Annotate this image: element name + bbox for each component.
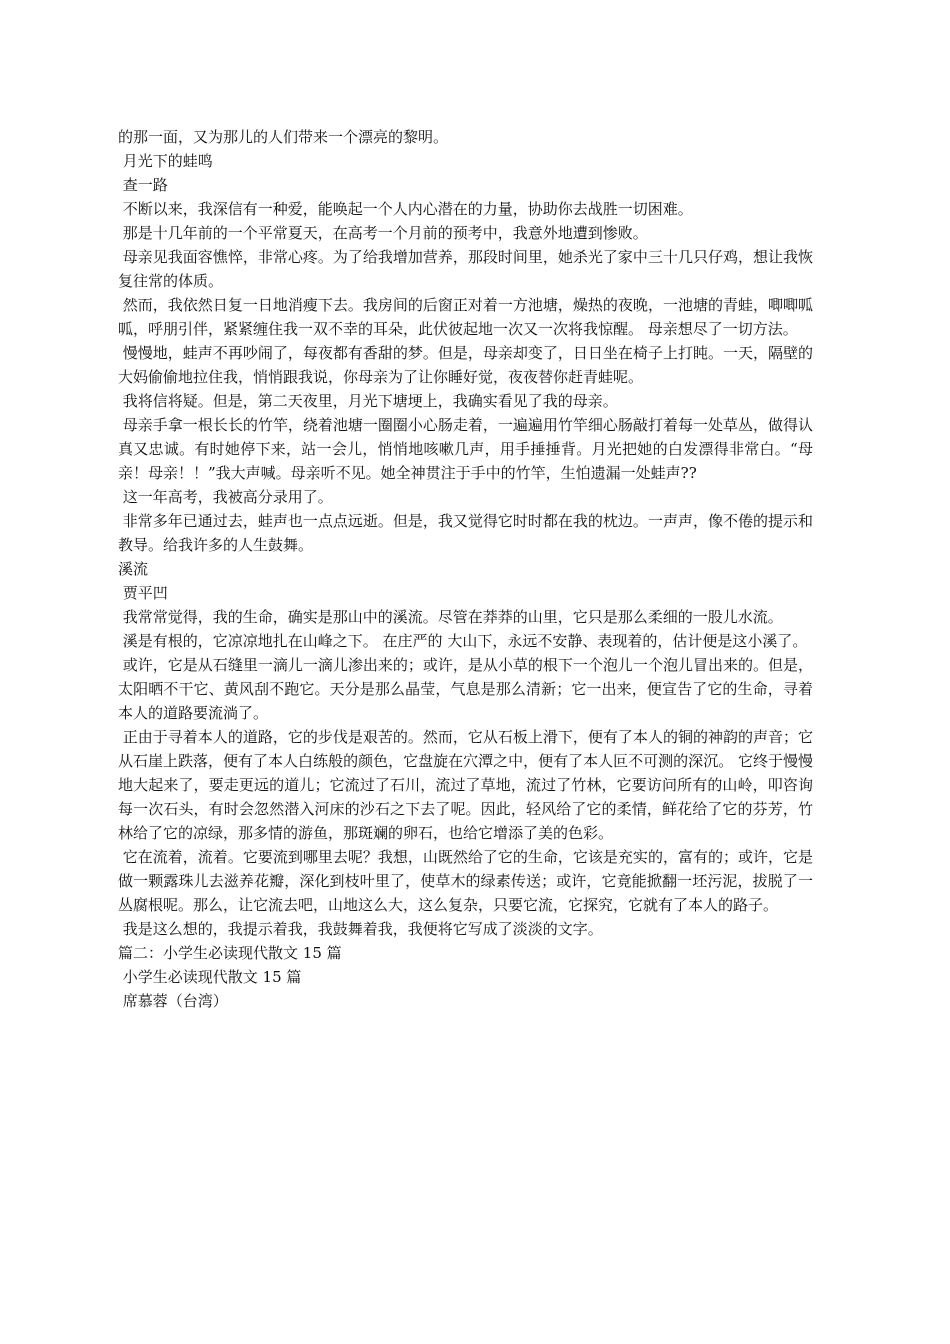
essay-author-xi-murong: 席慕蓉（台湾） — [118, 992, 228, 1010]
paragraph: 我将信将疑。但是，第二天夜里，月光下塘埂上，我确实看见了我的母亲。 — [118, 392, 618, 410]
paragraph: 我常常觉得，我的生命，确实是那山中的溪流。尽管在莽莽的山里，它只是那么柔细的一股儿水流。 — [118, 608, 783, 626]
essay-author-jia-pingwa: 贾平凹 — [118, 584, 168, 602]
document-body — [118, 125, 813, 1013]
paragraph: 正由于寻着本人的道路，它的步伐是艰苦的。然而，它从石板上滑下，便有了本人的铜的神韵的声音；它从石崖上跌落，便有了本人白练般的颜色，它盘旋在穴潭之中，便有了本人叵不可测的深沉。 它终于慢慢地大起来了，要走更远的道儿；它流过了石川，流过了草地，流过了竹林，它要访问所有的山岭，叩咨询每一次石头，有时会忽然潜入河床的沙石之下去了呢。因此，轻风给了它的柔情，鲜花给了它的芬芳，竹林给了它的凉绿，那多情的游鱼，那斑斓的卵石，也给它增添了美的色彩。 — [118, 728, 813, 842]
paragraph: 它在流着，流着。它要流到哪里去呢？我想，山既然给了它的生命，它该是充实的，富有的；或许，它是做一颗露珠儿去滋养花瓣，深化到枝叶里了，使草木的绿素传送；或许，它竟能掀翻一坯污泥，拔脱了一丛腐根呢。那么，让它流去吧，山地这么大，这么复杂，只要它流，它探究，它就有了本人的路子。 — [118, 848, 813, 914]
subsection-heading: 小学生必读现代散文 15 篇 — [118, 968, 302, 986]
paragraph-continuation: 的那一面，又为那儿的人们带来一个漂亮的黎明。 — [118, 128, 449, 146]
essay-title-moonlight-frogs: 月光下的蛙鸣 — [118, 152, 213, 170]
paragraph: 溪是有根的，它凉凉地扎在山峰之下。 在庄严的 大山下，永远不安静、表现着的，估计便是这小溪了。 — [118, 632, 808, 650]
paragraph: 非常多年已通过去，蛙声也一点点远逝。但是，我又觉得它时时都在我的枕边。一声声，像不倦的提示和教导。给我许多的人生鼓舞。 — [118, 512, 813, 554]
paragraph: 那是十几年前的一个平常夏天，在高考一个月前的预考中，我意外地遭到惨败。 — [118, 224, 648, 242]
paragraph: 或许，它是从石缝里一滴儿一滴儿渗出来的；或许，是从小草的根下一个泡儿一个泡儿冒出来的。但是，太阳晒不干它、黄风刮不跑它。天分是那么晶莹，气息是那么清新；它一出来，便宣告了它的生命，寻着本人的道路要流淌了。 — [118, 656, 813, 722]
paragraph: 然而，我依然日复一日地消瘦下去。我房间的后窗正对着一方池塘，燥热的夜晚，一池塘的青蛙，唧唧呱呱，呼朋引伴，紧紧缠住我一双不幸的耳朵，此伏彼起地一次又一次将我惊醒。 母亲想尽了一切方法。 — [118, 296, 813, 338]
paragraph: 我是这么想的，我提示着我，我鼓舞着我，我便将它写成了淡淡的文字。 — [118, 920, 603, 938]
paragraph: 母亲见我面容憔悴，非常心疼。为了给我增加营养，那段时间里，她杀光了家中三十几只仔鸡，想让我恢复往常的体质。 — [118, 248, 813, 290]
paragraph: 慢慢地，蛙声不再吵闹了，每夜都有香甜的梦。但是，母亲却变了，日日坐在椅子上打盹。一天，隔壁的大妈偷偷地拉住我，悄悄跟我说，你母亲为了让你睡好觉，夜夜替你赶青蛙呢。 — [118, 344, 813, 386]
essay-title-stream: 溪流 — [118, 560, 149, 578]
paragraph: 这一年高考，我被高分录用了。 — [118, 488, 333, 506]
essay-author-cha-yilu: 查一路 — [118, 176, 168, 194]
section-heading: 篇二：小学生必读现代散文 15 篇 — [118, 944, 342, 962]
paragraph: 不断以来，我深信有一种爱，能唤起一个人内心潜在的力量，协助你去战胜一切困难。 — [118, 200, 693, 218]
paragraph: 母亲手拿一根长长的竹竿，绕着池塘一圈圈小心肠走着，一遍遍用竹竿细心肠敲打着每一处草丛，做得认真又忠诚。有时她停下来，站一会儿，悄悄地咳嗽几声，用手捶捶背。月光把她的白发漂得非常白。“母亲！母亲！！”我大声喊。母亲听不见。她全神贯注于手中的竹竿，生怕遗漏一处蛙声?? — [118, 416, 813, 482]
